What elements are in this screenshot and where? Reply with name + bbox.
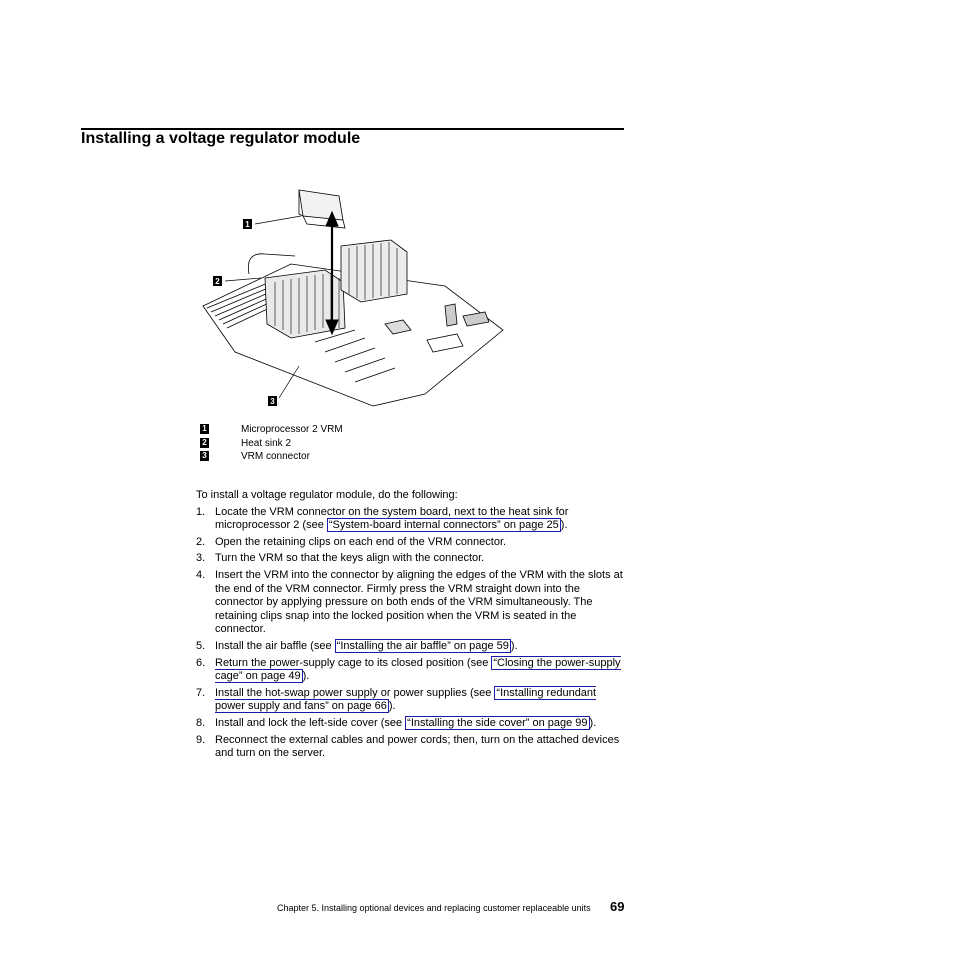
step-text: Open the retaining clips on each end of the VRM connector. [215,535,507,548]
page-title: Installing a voltage regulator module [81,130,361,147]
step-item [196,536,626,550]
callout-1 [243,219,252,229]
step-text: Install the air baffle (see [215,639,335,652]
step-text-tail: ). [388,700,396,713]
step-number: 2. [196,535,206,548]
intro-text: To install a voltage regulator module, do the following: [196,489,458,501]
step-item [196,734,626,761]
step-text-tail: ). [510,639,518,652]
step-number: 5. [196,639,206,652]
step-text: Install the hot-swap power supply or power supplies (see [215,686,495,699]
step-text-tail: ). [302,670,310,683]
step-text: Return the power-supply cage to its closed position (see [215,656,492,669]
legend-number: 2 [200,438,209,448]
step-text: Locate the VRM connector on the system board, next to the heat sink for microprocessor 2 (see [215,505,569,532]
step-text: Insert the VRM into the connector by aligning the edges of the VRM with the slots at the end of the VRM connector. Firmly press the VRM straight down into the connector by applying pressure on both ends of the VRM simultaneously. The retaining clips snap into the locked position when the VRM is seated in the connector. [215,568,623,636]
legend-number: 1 [200,424,209,434]
callout-3-label: 3 [270,397,275,406]
step-number: 8. [196,716,206,729]
step-text: Turn the VRM so that the keys align with the connector. [215,552,485,565]
step-number: 3. [196,552,206,565]
step-item [196,552,626,566]
legend-text: Microprocessor 2 VRM [241,424,343,435]
step-number: 7. [196,686,206,699]
step-number: 9. [196,733,206,746]
step-item [196,717,626,731]
step-text: Install and lock the left-side cover (see [215,716,406,729]
page-footer: Chapter 5. Installing optional devices and replacing customer replaceable units [277,903,591,913]
procedure [196,489,626,764]
step-item [196,640,626,654]
page-number: 69 [610,899,625,914]
step-item [196,506,626,533]
step-number: 4. [196,568,206,581]
system-board-drawing [195,182,510,410]
callout-1-label: 1 [245,220,250,229]
xref-link-redundant-power-supply[interactable]: “Installing redundant power supply and fans” on page 66 [215,686,597,713]
step-text-tail: ). [589,716,597,729]
callout-3 [268,396,277,406]
legend-number: 3 [200,451,209,461]
steps-list [196,506,626,761]
legend-text: Heat sink 2 [241,437,292,449]
step-item [196,687,626,714]
xref-link-air-baffle[interactable]: “Installing the air baffle” on page 59 [336,639,509,652]
xref-link-side-cover[interactable]: “Installing the side cover” on page 99 [407,716,588,729]
callout-2-label: 2 [215,277,220,286]
step-number: 6. [196,656,206,669]
xref-link-closing-power-supply-cage[interactable]: “Closing the power-supply cage” on page 49 [215,656,621,683]
legend-text: VRM connector [241,451,310,462]
vrm-illustration [195,182,510,410]
step-item [196,657,626,684]
step-number: 1. [196,505,206,518]
step-text-tail: ). [560,519,568,532]
step-text: Reconnect the external cables and power cords; then, turn on the attached devices and turn on the server. [215,733,620,760]
step-item [196,569,626,637]
xref-link-system-board-connectors[interactable]: “System-board internal connectors” on page 25 [328,519,559,532]
callout-2 [213,276,222,286]
